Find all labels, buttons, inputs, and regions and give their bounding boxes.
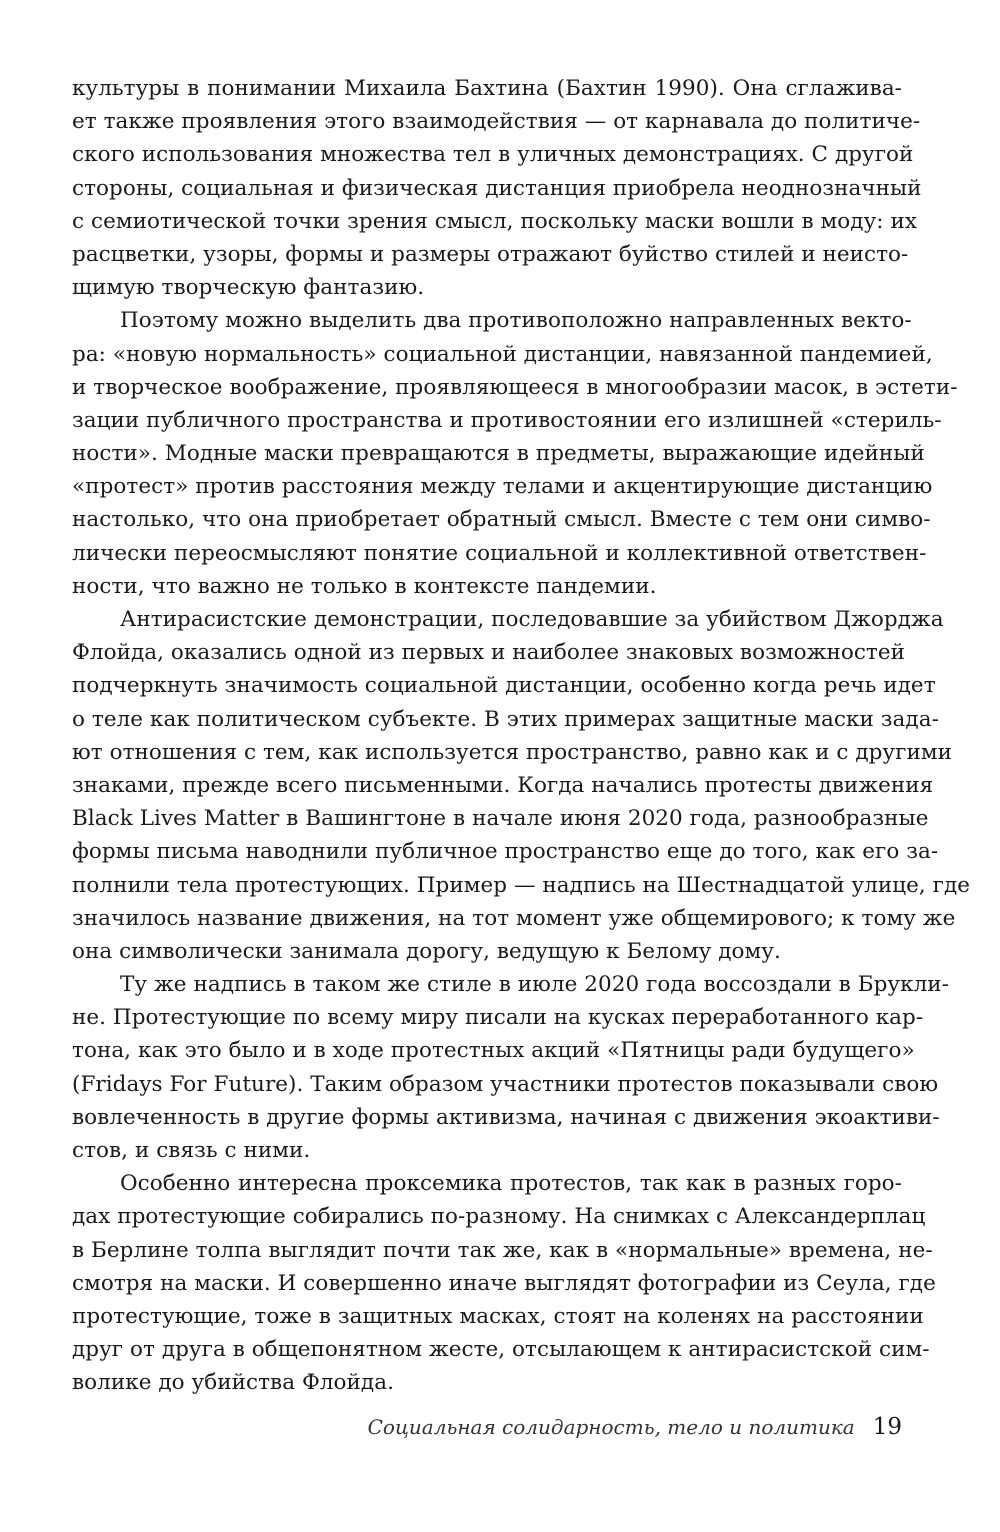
text-line: друг от друга в общепонятном жесте, отсылающем к антирасистской сим- <box>72 1337 930 1363</box>
paragraph <box>72 968 949 1167</box>
text-line: щимую творческую фантазию. <box>72 275 425 301</box>
paragraph <box>72 603 971 968</box>
text-line: лически переосмысляют понятие социальной и коллективной ответствен- <box>72 540 927 566</box>
text-line: волике до убийства Флойда. <box>72 1370 394 1396</box>
body-text <box>72 72 971 1400</box>
text-line: формы письма наводнили публичное пространство еще до того, как его за- <box>72 839 939 865</box>
text-line: о теле как политическом субъекте. В этих примерах защитные маски зада- <box>72 706 939 732</box>
text-line: ности, что важно не только в контексте пандемии. <box>72 573 657 599</box>
text-line: вовлеченность в другие формы активизма, начиная с движения экоактиви- <box>72 1104 940 1130</box>
page-footer <box>72 1414 902 1454</box>
text-line: значилось название движения, на тот момент уже общемирового; к тому же <box>72 905 956 931</box>
text-line: с семиотической точки зрения смысл, поскольку маски вошли в моду: их <box>72 208 918 234</box>
text-line: Ту же надпись в таком же стиле в июле 2020 года воссоздали в Брукли- <box>120 972 949 998</box>
text-line: Поэтому можно выделить два противоположно направленных векто- <box>120 308 912 334</box>
text-line: она символически занимала дорогу, ведущую к Белому дому. <box>72 938 781 964</box>
paragraph <box>72 1167 936 1399</box>
text-line: (Fridays For Future). Таким образом участники протестов показывали свою <box>72 1071 939 1097</box>
text-line: культуры в понимании Михаила Бахтина (Бахтин 1990). Она сглажива- <box>72 76 902 101</box>
text-line: подчеркнуть значимость социальной дистанции, особенно когда речь идет <box>72 673 936 699</box>
text-line: дах протестующие собирались по-разному. На снимках с Александерплац <box>72 1204 926 1230</box>
page-number: 19 <box>872 1414 902 1440</box>
text-line: «протест» против расстояния между телами и акцентирующие дистанцию <box>72 474 933 500</box>
text-line: ет также проявления этого взаимодействия — от карнавала до политиче- <box>72 109 921 135</box>
paragraph <box>72 72 922 304</box>
text-line: протестующие, тоже в защитных масках, стоят на коленях на расстоянии <box>72 1303 924 1329</box>
text-line: Флойда, оказались одной из первых и наиболее знаковых возможностей <box>72 640 906 666</box>
text-line: знаками, прежде всего письменными. Когда начались протесты движения <box>72 772 934 798</box>
text-line: стов, и связь с ними. <box>72 1138 311 1163</box>
text-line: ют отношения с тем, как используется пространство, равно как и с другими <box>72 739 952 765</box>
text-line: ности». Модные маски превращаются в предметы, выражающие идейный <box>72 441 925 467</box>
text-line: расцветки, узоры, формы и размеры отражают буйство стилей и неисто- <box>72 241 909 267</box>
text-line: Антирасистские демонстрации, последовавшие за убийством Джорджа <box>120 607 944 632</box>
text-line: Black Lives Matter в Вашингтоне в начале июня 2020 года, разнообразные <box>72 806 929 832</box>
text-line: тона, как это было и в ходе протестных акций «Пятницы ради будущего» <box>72 1038 915 1064</box>
text-line: ра: «новую нормальность» социальной дистанции, навязанной пандемией, <box>72 341 933 367</box>
text-line: стороны, социальная и физическая дистанция приобрела неоднозначный <box>72 175 922 201</box>
text-line: и творческое воображение, проявляющееся в многообразии масок, в эстети- <box>72 374 958 400</box>
text-line: Особенно интересна проксемика протестов, так как в разных горо- <box>120 1171 902 1197</box>
text-line: смотря на маски. И совершенно иначе выглядят фотографии из Сеула, где <box>72 1270 936 1296</box>
text-line: зации публичного пространства и противостоянии его излишней «стериль- <box>72 407 942 433</box>
text-line: полнили тела протестующих. Пример — надпись на Шестнадцатой улице, где <box>72 872 971 898</box>
text-line: не. Протестующие по всему миру писали на кусках переработанного кар- <box>72 1005 924 1031</box>
paragraph <box>72 304 958 603</box>
text-line: в Берлине толпа выглядит почти так же, как в «нормальные» времена, не- <box>72 1237 933 1263</box>
text-line: ского использования множества тел в уличных демонстрациях. С другой <box>72 142 914 168</box>
text-line: настолько, что она приобретает обратный смысл. Вместе с тем они симво- <box>72 507 931 533</box>
running-title: Социальная солидарность, тело и политика <box>367 1415 855 1439</box>
